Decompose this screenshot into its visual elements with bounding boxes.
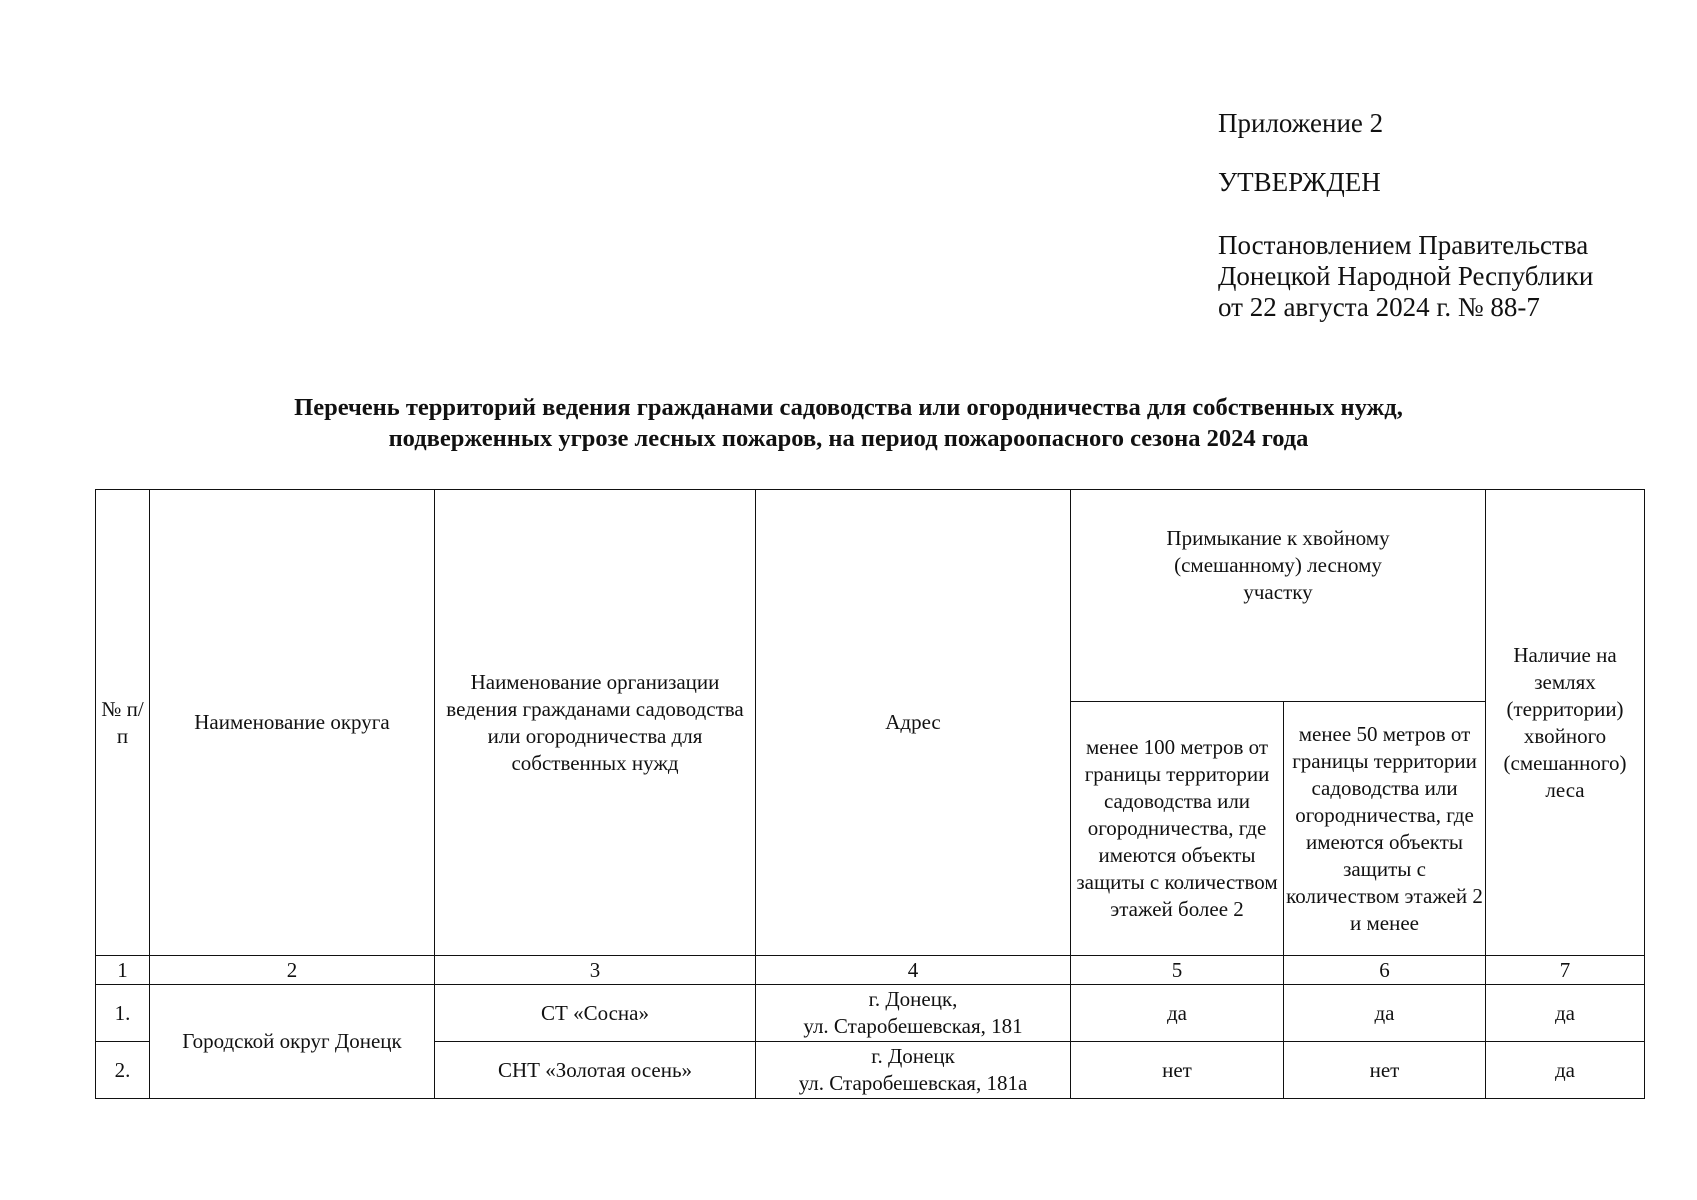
column-number-row: [96, 956, 1645, 985]
value-cell: нет: [1284, 1042, 1486, 1099]
column-number: 1: [96, 956, 150, 985]
decree-line-3: от 22 августа 2024 г. № 88-7: [1218, 292, 1540, 322]
address-cell: [756, 1042, 1071, 1099]
value-cell: да: [1486, 1042, 1645, 1099]
header-sub-50m: менее 50 метров от границы территории садоводства или огородничества, где имеются объекты защиты с количеством этажей 2 и менее: [1284, 702, 1486, 956]
header-forest: Наличие на землях (территории) хвойного (смешанного) леса: [1486, 490, 1645, 956]
header-sub-100m: менее 100 метров от границы территории садоводства или огородничества, где имеются объекты защиты с количеством этажей более 2: [1071, 702, 1284, 956]
column-number: 7: [1486, 956, 1645, 985]
address-line: ул. Старобешевская, 181: [803, 1014, 1023, 1038]
title-line-1: Перечень территорий ведения гражданами садоводства или огородничества для собственных нужд,: [294, 394, 1403, 421]
column-number: 5: [1071, 956, 1284, 985]
header-num: № п/п: [96, 490, 150, 956]
document-title: [0, 392, 1697, 454]
header-district: Наименование округа: [150, 490, 435, 956]
decree-line-1: Постановлением Правительства: [1218, 230, 1589, 260]
address-line: г. Донецк,: [868, 987, 958, 1011]
column-number: 3: [435, 956, 756, 985]
org-name: СТ «Сосна»: [435, 985, 756, 1042]
title-line-2: подверженных угрозе лесных пожаров, на период пожароопасного сезона 2024 года: [388, 425, 1309, 452]
value-cell: да: [1071, 985, 1284, 1042]
header-address: Адрес: [756, 490, 1071, 956]
header-row-1: [96, 490, 1645, 702]
column-number: 6: [1284, 956, 1486, 985]
address-cell: [756, 985, 1071, 1042]
address-line: ул. Старобешевская, 181а: [798, 1071, 1028, 1095]
column-number: 4: [756, 956, 1071, 985]
value-cell: да: [1284, 985, 1486, 1042]
value-cell: нет: [1071, 1042, 1284, 1099]
row-num: 1.: [96, 985, 150, 1042]
header-org: Наименование организации ведения гражданами садоводства или огородничества для собственных нужд: [435, 490, 756, 956]
decree-line-2: Донецкой Народной Республики: [1218, 261, 1594, 291]
approved-label: УТВЕРЖДЕН: [1218, 167, 1381, 197]
district-name: Городской округ Донецк: [150, 985, 435, 1099]
territories-table: [95, 489, 1645, 1099]
row-num: 2.: [96, 1042, 150, 1099]
header-adjacency: Примыкание к хвойному (смешанному) лесному участку: [1071, 490, 1486, 702]
value-cell: да: [1486, 985, 1645, 1042]
approval-block: [1218, 108, 1593, 323]
address-line: г. Донецк: [871, 1044, 955, 1068]
table-row: [96, 985, 1645, 1042]
column-number: 2: [150, 956, 435, 985]
appendix-label: Приложение 2: [1218, 108, 1384, 138]
org-name: СНТ «Золотая осень»: [435, 1042, 756, 1099]
